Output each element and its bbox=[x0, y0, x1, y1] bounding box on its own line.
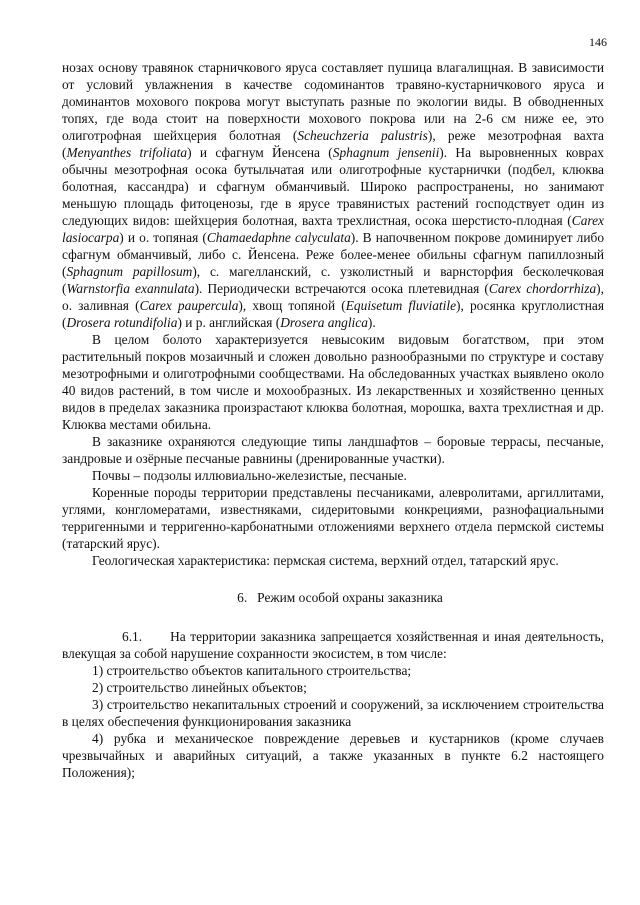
document-body bbox=[62, 59, 604, 781]
paragraph-species-richness: В целом болото характеризуется невысоким видовым богатством, при этом растительный покров мозаичный и сложен довольно разнообразными по структуре и составу мезотрофными и олиготрофными сообществами. На обследованных участках выявлено около 40 видов растений, в том числе и мохообразных. Из лекарственных и хозяйственно ценных видов в пределах заказника произрастают клюква болотная, морошка, вахта трехлистная и др. Клюква местами обильна. bbox=[62, 332, 604, 432]
paragraph-geology: Геологическая характеристика: пермская система, верхний отдел, татарский ярус. bbox=[92, 553, 559, 568]
text-run: ), хвощ топяной ( bbox=[238, 298, 346, 313]
text-run: ), реже мезотрофная вахта ( bbox=[62, 128, 605, 160]
section-heading bbox=[62, 589, 604, 606]
paragraph-bedrock: Коренные породы территории представлены песчаниками, алевролитами, аргиллитами, углями, конгломератами, известняками, сидеритовыми конкрециями, разнофациальными терригенными и терригенно-карбонатными отложениями верхнего отдела пермской системы (татарский ярус). bbox=[62, 485, 604, 551]
list-item: 4) рубка и механическое повреждение деревьев и кустарников (кроме случаев чрезвычайных и аварийных ситуаций, а также указанных в пункте 6.2 настоящего Положения); bbox=[62, 731, 604, 780]
list-item: 1) строительство объектов капитального строительства; bbox=[92, 663, 412, 678]
latin-name: Scheuchzeria palustris bbox=[297, 128, 428, 143]
text-run: ). В напочвенном покрове доминирует либо сфагнум обманчивый, либо с. Йенсена. Реже более-менее обильны сфагнум папиллозный ( bbox=[62, 230, 605, 279]
paragraph-soils: Почвы – подзолы иллювиально-железистые, песчаные. bbox=[92, 468, 407, 483]
section-title: Режим особой охраны заказника bbox=[257, 590, 443, 605]
list-item: 2) строительство линейных объектов; bbox=[92, 680, 307, 695]
paragraph-landscapes: В заказнике охраняются следующие типы ландшафтов – боровые террасы, песчаные, зандровые и озёрные песчаные равнины (дренированные участки). bbox=[62, 434, 604, 466]
latin-name: Equisetum fluviatile bbox=[345, 298, 457, 313]
paragraph-vegetation bbox=[62, 59, 604, 331]
latin-name: Drosera rotundifolia bbox=[66, 315, 178, 330]
latin-name: Chamaedaphne calyculata bbox=[206, 230, 351, 245]
latin-name: Drosera anglica bbox=[280, 315, 368, 330]
latin-name: Carex paupercula bbox=[139, 298, 239, 313]
latin-name: Carex chordorrhiza bbox=[488, 281, 597, 296]
latin-name: Warnstorfia exannulata bbox=[66, 281, 195, 296]
text-run: ). На выровненных коврах обычны мезотрофная осока бутыльчатая или олиготрофные кустарнички (подбел, клюква болотная, кассандра) и сфагнум обманчивый. Широко распространены, но занимают меньшую площадь фитоценозы, где в ярусе травянистых растений господствует один из следующих видов: шейхцерия болотная, вахта трехлистная, осока шерстисто-плодная ( bbox=[62, 145, 605, 228]
latin-name: Sphagnum jensenii bbox=[332, 145, 440, 160]
text-run: ). Периодически встречаются осока плетевидная ( bbox=[194, 281, 489, 296]
text-run: ) и сфагнум Йенсена ( bbox=[187, 145, 333, 160]
clause-number: 6.1. bbox=[122, 629, 143, 644]
text-run: нозах основу травянок старничкового яруса составляет пушица влагалищная. В зависимости от условий увлажнения в качестве содоминантов травяно-кустарничкового яруса и доминантов мохового покрова могут выступать разные по экологии виды. В обводненных топях, где вода стоит на поверхности мохового покрова или на 2-6 см ниже ее, это олиготрофная шейхцерия болотная ( bbox=[62, 60, 604, 143]
text-run: ), росянка круглолистная ( bbox=[62, 298, 604, 330]
text-run: ), о. заливная ( bbox=[62, 281, 604, 313]
text-run: ), с. магелланский, с. узколистный и варнсторфия бесколечковая ( bbox=[62, 264, 605, 296]
text-run: ) и о. топяная ( bbox=[119, 230, 207, 245]
text-run: ) и р. английская ( bbox=[177, 315, 281, 330]
page-number: 146 bbox=[589, 35, 607, 49]
clause-6-1 bbox=[62, 628, 604, 662]
section-number: 6. bbox=[237, 590, 248, 605]
latin-name: Sphagnum papillosum bbox=[66, 264, 193, 279]
list-item: 3) строительство некапитальных строений и сооружений, за исключением строительства в целях обеспечения функционирования заказника bbox=[62, 697, 604, 729]
latin-name: Carex lasiocarpa bbox=[62, 213, 604, 245]
clause-text: На территории заказника запрещается хозяйственная и иная деятельность, влекущая за собой нарушение сохранности экосистем, в том числе: bbox=[62, 629, 604, 661]
latin-name: Menyanthes trifoliata bbox=[66, 145, 188, 160]
text-run: ). bbox=[367, 315, 376, 330]
